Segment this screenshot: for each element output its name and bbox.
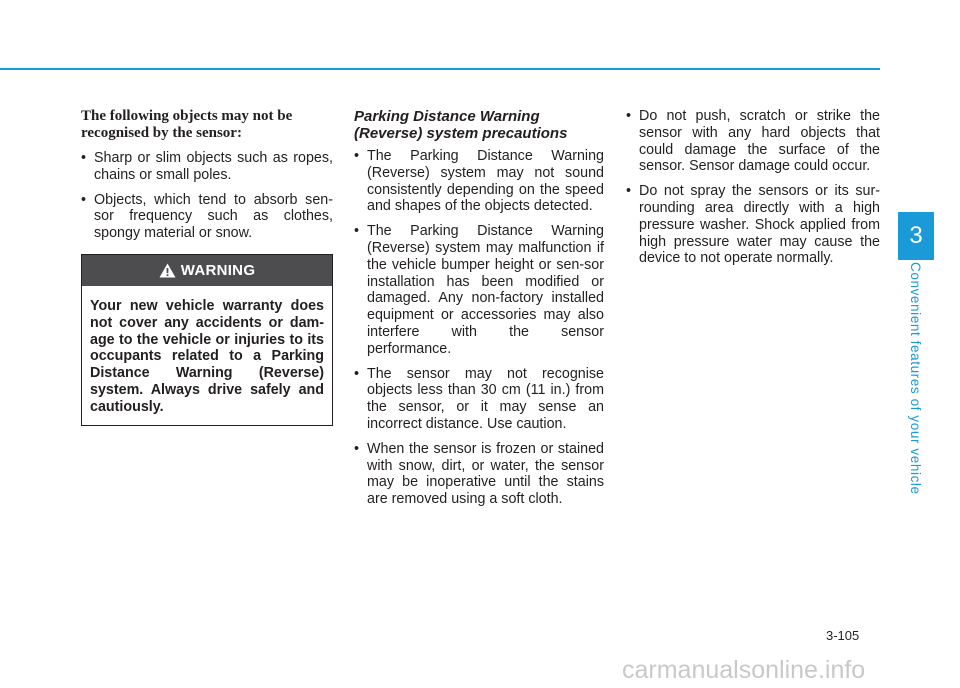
objects-list — [81, 150, 333, 242]
warning-text: Your new vehicle warranty does not cover any accidents or dam-age to the vehicle or injuries to its occupants related to a Parking Distance Warning (Reverse) system. Always drive safely and cautiously. — [90, 297, 324, 415]
list-item: • The Parking Distance Warning (Reverse) system may not sound consistently depending on the speed and shapes of the objects detected. — [354, 148, 604, 215]
precautions-heading: Parking Distance Warning (Reverse) system precautions — [354, 108, 568, 142]
list-item: • The sensor may not recognise objects less than 30 cm (11 in.) from the sensor, or it may sense an incorrect distance. Use caution. — [354, 366, 604, 433]
page-number: 3-105 — [826, 628, 860, 643]
column-1 — [81, 108, 333, 426]
chapter-title: Convenient features of your vehicle — [908, 262, 923, 495]
list-item: • Sharp or slim objects such as ropes, chains or small poles. — [81, 150, 333, 184]
precautions-list — [354, 148, 604, 508]
watermark: carmanualsonline.info — [622, 656, 866, 684]
column-2 — [354, 108, 604, 516]
list-item: • When the sensor is frozen or stained with snow, dirt, or water, the sensor may be inoperative until the stains are removed using a soft cloth. — [354, 441, 604, 508]
list-item: • The Parking Distance Warning (Reverse) system may malfunction if the vehicle bumper height or sen-sor installation has been modified or damaged. Any non-factory installed equipment or accessories may also interfere with the sensor performance. — [354, 223, 604, 357]
list-item: • Objects, which tend to absorb sen-sor frequency such as clothes, spongy material or snow. — [81, 192, 333, 242]
warning-box — [81, 254, 333, 426]
warning-triangle-icon — [159, 263, 176, 278]
chapter-title-vertical — [905, 262, 925, 495]
chapter-number: 3 — [909, 222, 923, 249]
header-rule — [0, 68, 880, 70]
chapter-tab — [898, 212, 934, 260]
warning-header — [82, 255, 332, 286]
column-3 — [626, 108, 880, 275]
warning-title: WARNING — [180, 261, 256, 279]
sensor-care-list — [626, 108, 880, 267]
objects-heading: The following objects may not be recognised by the sensor: — [81, 108, 293, 141]
list-item: • Do not spray the sensors or its sur-rounding area directly with a high pressure washer. Shock applied from high pressure water may cause the device to not operate normally. — [626, 183, 880, 267]
list-item: • Do not push, scratch or strike the sensor with any hard objects that could damage the surface of the sensor. Sensor damage could occur. — [626, 108, 880, 175]
